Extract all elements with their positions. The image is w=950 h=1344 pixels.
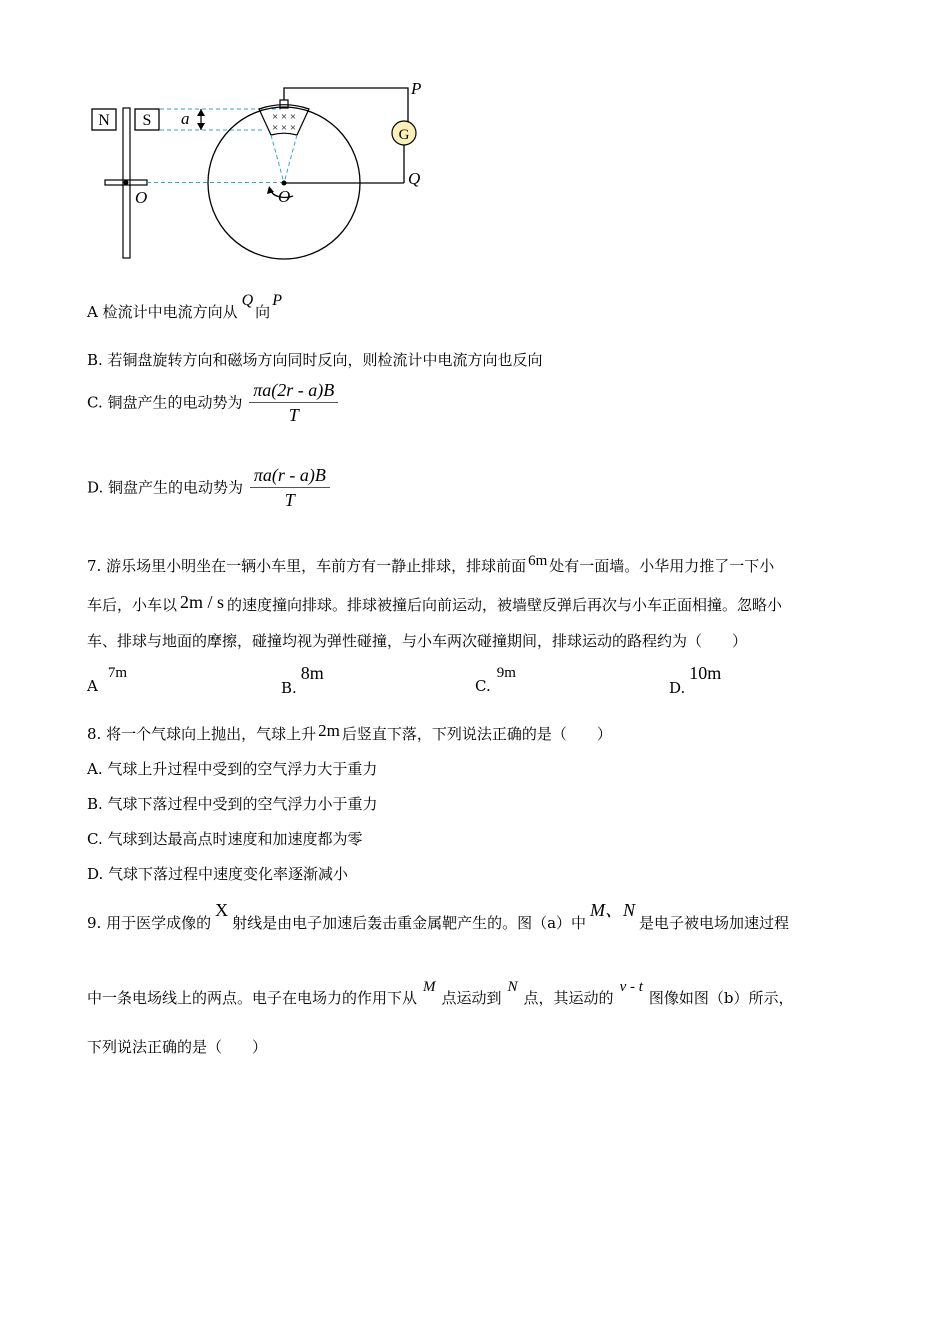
label-a: a — [181, 109, 190, 128]
faraday-disk-figure — [85, 78, 425, 268]
q6-option-d — [87, 465, 330, 510]
label-o-center: O — [278, 187, 291, 206]
q9-line-1 — [87, 900, 790, 933]
q6-option-a-to: P — [272, 292, 282, 309]
q9-line-3: 下列说法正确的是（ ） — [87, 1038, 268, 1056]
q8-option-a: A. 气球上升过程中受到的空气浮力大于重力 — [87, 760, 378, 778]
q6-option-c-fraction — [249, 380, 338, 425]
q7-distance-value: 6m — [528, 553, 548, 569]
q6-option-c-prefix: C. 铜盘产生的电动势为 — [87, 393, 243, 412]
q6-option-c-denominator: T — [288, 405, 299, 425]
label-q: Q — [408, 169, 421, 188]
q8-option-b: B. 气球下落过程中受到的空气浮力小于重力 — [87, 795, 378, 813]
q9-text: 是电子被电场加速过程 — [639, 914, 790, 932]
q7-line-2 — [87, 594, 782, 615]
q8-text: 8. 将一个气球向上抛出，气球上升 — [87, 725, 317, 743]
q6-option-b: B. 若铜盘旋转方向和磁场方向同时反向，则检流计中电流方向也反向 — [87, 351, 543, 369]
q7-option-label: C. — [475, 677, 491, 695]
magnet-s-label: S — [142, 112, 152, 129]
q7-option-value: 7m — [107, 665, 128, 681]
q8-option-d: D. 气球下落过程中速度变化率逐渐减小 — [87, 865, 349, 883]
q7-speed-value: 2m / s — [180, 592, 225, 612]
q7-option-b — [281, 663, 324, 698]
field-marks-row1: × × × — [271, 111, 297, 123]
q9-text: 点运动到 — [441, 989, 502, 1007]
q9-x-symbol: X — [215, 900, 229, 920]
label-o-left: O — [135, 188, 148, 207]
field-marks-row2: × × × — [271, 122, 297, 134]
q9-n-symbol: N — [507, 979, 518, 995]
q9-m-symbol: M — [423, 979, 436, 995]
q7-option-value: 8m — [300, 663, 324, 683]
q7-option-label: B. — [281, 679, 297, 697]
q9-line-2 — [87, 979, 794, 1009]
q6-option-a-from: Q — [241, 292, 254, 309]
q6-option-d-numerator: πa(r - a)B — [250, 465, 330, 488]
q7-option-c — [475, 665, 516, 696]
q6-option-c-numerator: πa(2r - a)B — [249, 380, 338, 403]
q7-text: 处有一面墙。小华用力推了一下小 — [549, 557, 775, 575]
q7-option-d — [669, 663, 722, 698]
q8-option-c: C. 气球到达最高点时速度和加速度都为零 — [87, 830, 363, 848]
q6-option-a-prefix: A 检流计中电流方向从 — [87, 303, 238, 321]
q6-option-a — [87, 292, 282, 323]
q7-option-a — [87, 665, 128, 696]
galvanometer-label: G — [398, 127, 410, 143]
q9-text: 中一条电场线上的两点。电子在电场力的作用下从 — [87, 989, 418, 1007]
q6-option-d-denominator: T — [284, 490, 295, 510]
q6-option-d-fraction — [250, 465, 330, 510]
magnet-n-label: N — [98, 112, 110, 129]
q9-text: 9. 用于医学成像的 — [87, 914, 212, 932]
q6-option-a-mid: 向 — [255, 303, 271, 321]
q7-line-3: 车、排球与地面的摩擦，碰撞均视为弹性碰撞，与小车两次碰撞期间，排球运动的路程约为（ ） — [87, 632, 748, 650]
q7-option-label: A — [87, 677, 98, 695]
q7-option-value: 9m — [496, 665, 516, 681]
q9-vt-symbol: v - t — [619, 979, 643, 995]
q7-text: 车后，小车以 — [87, 596, 178, 614]
q6-option-c — [87, 380, 338, 425]
q7-option-value: 10m — [689, 663, 722, 683]
q7-line-1 — [87, 553, 775, 577]
q9-text: 射线是由电子加速后轰击重金属靶产生的。图（a）中 — [232, 914, 587, 932]
q8-stem — [87, 721, 612, 744]
q7-text: 7. 游乐场里小明坐在一辆小车里，车前方有一静止排球，排球前面 — [87, 557, 527, 575]
q9-text: 图像如图（b）所示， — [648, 989, 794, 1007]
q9-text: 点，其运动的 — [523, 989, 614, 1007]
q8-height-value: 2m — [318, 721, 340, 740]
q9-mn-symbols: M、N — [590, 900, 636, 920]
q7-option-label: D. — [669, 679, 686, 697]
q8-text: 后竖直下落，下列说法正确的是（ ） — [341, 725, 612, 743]
q6-option-d-prefix: D. 铜盘产生的电动势为 — [87, 478, 244, 497]
label-p: P — [411, 79, 422, 98]
q7-text: 的速度撞向排球。排球被撞后向前运动，被墙壁反弹后再次与小车正面相撞。忽略小 — [227, 596, 783, 614]
